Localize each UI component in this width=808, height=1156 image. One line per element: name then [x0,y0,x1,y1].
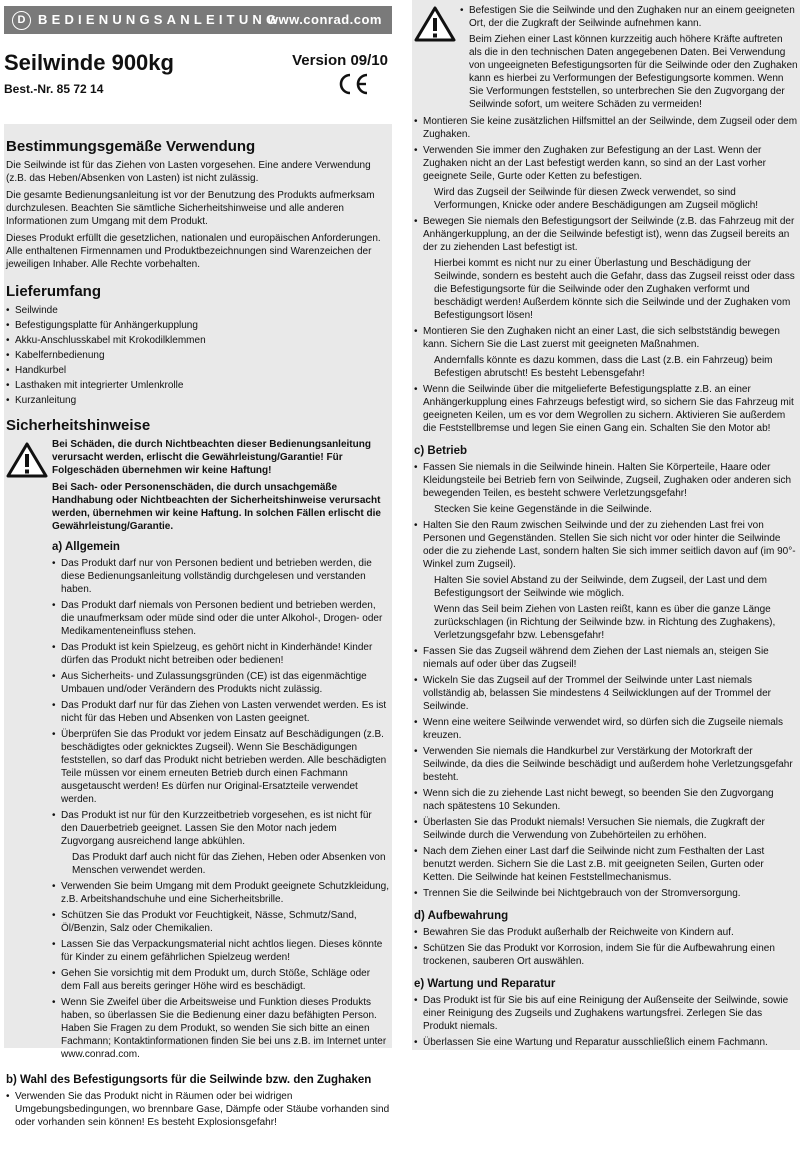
verwendung-paragraph: Die Seilwinde ist für das Ziehen von Lasten vorgesehen. Eine andere Verwendung (z.B. das Heben/Absenken von Lasten) ist nicht zulässig. [6,160,371,184]
list-item: • Das Produkt ist kein Spielzeug, es gehört nicht in Kinderhände! Kinder dürfen das Produkt nicht betreiben oder bedienen! [52,641,390,667]
list-item: Stecken Sie keine Gegenstände in die Seilwinde. [434,504,652,515]
aufbewahrung-list [414,926,798,968]
list-item: Wird das Zugseil der Seilwinde für diesen Zweck verwendet, so sind Verformungen, Knicke oder andere Beschädigungen am Zugseil möglich! [434,187,759,211]
warning-triangle-icon [6,442,48,478]
befestigung-list-left [6,1090,390,1129]
list-item: • Verwenden Sie immer den Zughaken zur Befestigung an der Last. Wenn der Zughaken nicht an der Last befestigt werden kann, so sind an der Last vorher geeignete Seile, Gurte oder Ketten zu befestigen. [414,144,798,183]
list-item: Das Produkt darf auch nicht für das Ziehen, Heben oder Absenken von Menschen verwendet werden. [72,852,386,876]
sicherheit-heading: Sicherheitshinweise [6,417,151,434]
list-item: • Lasthaken mit integrierter Umlenkrolle [6,379,390,392]
warning-text: Bei Sach- oder Personenschäden, die durch unsachgemäße Handhabung oder Nichtbeachten der Sicherheitshinweise verursacht werden, übernehmen wir keine Haftung. In solchen Fällen erlischt die Gewährleistung/Garantie. [52,482,381,532]
list-item: Andernfalls könnte es dazu kommen, dass die Last (z.B. ein Fahrzeug) beim Befestigen abrutscht! Es besteht Lebensgefahr! [434,355,773,379]
list-item: • Das Produkt darf niemals von Personen bedient und betrieben werden, die unaufmerksam oder müde sind oder die unter Alkohol-, Drogen- oder Medikamenteneinfluss stehen. [52,599,390,638]
safety-warning-block [6,438,390,1064]
allgemein-list [52,557,390,1061]
list-item: • Überlassen Sie eine Wartung und Reparatur ausschließlich einem Fachmann. [414,1036,798,1049]
warning-triangle-icon [414,6,456,42]
list-item: • Halten Sie den Raum zwischen Seilwinde und der zu ziehenden Last frei von Personen und Gegenständen. Stellen Sie sich nicht vor oder hinter die Seilwinde oder die zu ziehende Last, sondern halten Sie sich immer seitlich davon auf (im 90°-Winkel zum Zugseil). [414,519,798,571]
verwendung-paragraph: Die gesamte Bedienungsanleitung ist vor der Benutzung des Produkts aufmerksam durchzulesen. Beachten Sie sämtliche Sicherheitshinweise und alle anderen Informationen zum Umgang mit dem Produkt. [6,190,375,227]
list-item: • Nach dem Ziehen einer Last darf die Seilwinde nicht zum Festhalten der Last benutzt werden. Sichern Sie die Last z.B. mit geeigneten Seilen, Gurten oder Ketten. Die Seilwinde hat keinen Feststellmechanismus. [414,845,798,884]
aufbewahrung-heading: d) Aufbewahrung [414,910,509,922]
lieferumfang-heading: Lieferumfang [6,283,102,300]
befestigung-list-right [414,115,798,435]
list-item: • Trennen Sie die Seilwinde bei Nichtgebrauch von der Stromversorgung. [414,887,798,900]
list-item: • Verwenden Sie beim Umgang mit dem Produkt geeignete Schutzkleidung, z.B. Arbeitshandschuhe und eine Sicherheitsbrille. [52,880,390,906]
betrieb-heading: c) Betrieb [414,445,468,457]
list-item: • Verwenden Sie niemals die Handkurbel zur Verstärkung der Motorkraft der Seilwinde, da dies die Seilwinde beschädigt und außerdem hohe Verletzungsgefahr besteht. [414,745,798,784]
list-item: • Bewahren Sie das Produkt außerhalb der Reichweite von Kindern auf. [414,926,798,939]
warning-text: Bei Schäden, die durch Nichtbeachten dieser Bedienungsanleitung verursacht werden, erlischt die Gewährleistung/Garantie! Für Folgeschäden übernehmen wir keine Haftung! [52,439,371,476]
list-item: • Das Produkt ist für Sie bis auf eine Reinigung der Außenseite der Seilwinde, sowie einer Reinigung des Zugseils und Zughakens wartungsfrei. Zerlegen Sie das Produkt niemals. [414,994,798,1033]
list-item: • Fassen Sie das Zugseil während dem Ziehen der Last niemals an, steigen Sie niemals auf oder über das Zugseil! [414,645,798,671]
list-item: • Überlasten Sie das Produkt niemals! Versuchen Sie niemals, die Zugkraft der Seilwinde durch die Verwendung von Zubehörteilen zu erhöhen. [414,816,798,842]
language-badge: D [12,11,31,30]
lieferumfang-list [6,304,390,407]
list-item: • Befestigen Sie die Seilwinde und den Zughaken nur an einem geeigneten Ort, der die Zugkraft der Seilwinde aufnehmen kann. [460,4,798,30]
list-item: • Schützen Sie das Produkt vor Feuchtigkeit, Nässe, Schmutz/Sand, Öl/Benzin, Salz oder Chemikalien. [52,909,390,935]
list-item: • Befestigungsplatte für Anhängerkupplung [6,319,390,332]
befestigung-paragraph: Beim Ziehen einer Last können kurzzeitig auch höhere Kräfte auftreten als die in den technischen Daten angegebenen Daten. Bei Verwendung von ungeeigneten Befestigungsorten für die Seilwinde oder den Zughaken kann es hierbei zu Verformungen der Befestigungsorte kommen. Wenn Sie Verformungen feststellen, so unterbrechen Sie den Zugvorgang der Seilwinde sofort, um weitere Schäden zu vermeiden! [469,34,798,110]
list-item: • Wenn die Seilwinde über die mitgelieferte Befestigungsplatte z.B. an einer Anhängerkupplung eines Fahrzeugs befestigt wird, so sichern Sie das Fahrzeug mit geeigneten Keilen, um es vor dem Wegrollen zu sichern. Aktivieren Sie außerdem die Feststellbremse und legen Sie einen Gang ein. Schalten Sie den Motor ab! [414,383,798,435]
verwendung-heading: Bestimmungsgemäße Verwendung [6,138,256,155]
list-item: • Aus Sicherheits- und Zulassungsgründen (CE) ist das eigenmächtige Umbauen und/oder Verändern des Produkts nicht zulässig. [52,670,390,696]
left-column [4,6,392,1128]
right-column [412,0,800,1050]
ce-mark-icon [336,72,370,96]
verwendung-paragraph: Dieses Produkt erfüllt die gesetzlichen, nationalen und europäischen Anforderungen. Alle enthaltenen Firmennamen und Produktbezeichnungen sind Warenzeichen der jeweiligen Inhaber. Alle Rechte vorbehalten. [6,233,381,270]
wartung-list [414,994,798,1049]
wartung-heading: e) Wartung und Reparatur [414,978,556,990]
document-type: BEDIENUNGSANLEITUNG [38,12,281,27]
header-bar [4,6,392,34]
list-item: • Fassen Sie niemals in die Seilwinde hinein. Halten Sie Körperteile, Haare oder Kleidungsteile bei Betrieb fern von Seilwinde, Zugseil, Zughaken oder anderen sich bewegenden Teilen, es besteht schwere Verletzungsgefahr! [414,461,798,500]
list-item: • Wenn sich die zu ziehende Last nicht bewegt, so beenden Sie den Zugvorgang nach spätestens 10 Sekunden. [414,787,798,813]
header-url: www.conrad.com [267,12,382,27]
left-content-panel [4,124,392,1128]
list-item: • Schützen Sie das Produkt vor Korrosion, indem Sie für die Aufbewahrung einen trockenen, sauberen Ort auswählen. [414,942,798,968]
list-item: • Verwenden Sie das Produkt nicht in Räumen oder bei widrigen Umgebungsbedingungen, wo brennbare Gase, Dämpfe oder Stäube vorhanden sind oder vorhanden sein können! Es besteht Explosionsgefahr! [6,1090,390,1129]
list-item: • Bewegen Sie niemals den Befestigungsort der Seilwinde (z.B. das Fahrzeug mit der Anhängerkupplung, an der die Seilwinde befestigt ist), wenn das Zugseil bereits an der zu ziehenden Last befestigt ist. [414,215,798,254]
product-title: Seilwinde 900kg [4,50,174,75]
list-item: • Überprüfen Sie das Produkt vor jedem Einsatz auf Beschädigungen (z.B. beschädigtes oder geknicktes Zugseil). Wenn Sie Beschädigungen feststellen, so darf das Produkt nicht betrieben werden. Alle beschädigten Teile müssen vor einem erneuten Betrieb durch einen Fachmann ausgetauscht werden! Es dürfen nur Original-Ersatzteile verwendet werden. [52,728,390,806]
list-item: • Akku-Anschlusskabel mit Krokodilklemmen [6,334,390,347]
befestigung-warning-block [414,4,798,115]
list-item: Halten Sie soviel Abstand zu der Seilwinde, dem Zugseil, der Last und dem Befestigungsort der Seilwinde wie möglich. [434,575,767,599]
list-item: • Montieren Sie den Zughaken nicht an einer Last, die sich selbstständig bewegen kann. Sichern Sie die Last zuerst mit geeigneten Maßnahmen. [414,325,798,351]
list-item: • Wickeln Sie das Zugseil auf der Trommel der Seilwinde unter Last niemals vollständig ab, belassen Sie mindestens 4 Seilwicklungen auf der Trommel der Seilwinde. [414,674,798,713]
list-item: • Kurzanleitung [6,394,390,407]
list-item: Wenn das Seil beim Ziehen von Lasten reißt, kann es über die ganze Länge zurückschlagen (in Richtung der Seilwinde bzw. in Richtung des Zughakens), Verletzungsgefahr bzw. Lebensgefahr! [434,604,776,641]
list-item: • Lassen Sie das Verpackungsmaterial nicht achtlos liegen. Dieses könnte für Kinder zu einem gefährlichen Spielzeug werden! [52,938,390,964]
list-item: Hierbei kommt es nicht nur zu einer Überlastung und Beschädigung der Seilwinde, sondern es besteht auch die Gefahr, dass das Zugseil reisst oder dass die Befestigungsorte für die Seilwinde oder den Zughaken verformt und beschädigt werden! Außerdem könnte sich die Seilwinde und der Zughaken vom Befestigungsort lösen! [434,258,795,321]
list-item: • Handkurbel [6,364,390,377]
list-item: • Das Produkt darf nur für das Ziehen von Lasten verwendet werden. Es ist nicht für das Heben und Absenken von Lasten geeignet. [52,699,390,725]
betrieb-list [414,461,798,900]
befestigung-heading: b) Wahl des Befestigungsorts für die Seilwinde bzw. den Zughaken [6,1074,372,1086]
list-item: • Seilwinde [6,304,390,317]
version-label: Version 09/10 [292,52,388,69]
list-item: • Kabelfernbedienung [6,349,390,362]
order-number: Best.-Nr. 85 72 14 [4,82,104,96]
list-item: • Wenn eine weitere Seilwinde verwendet wird, so dürfen sich die Zugseile niemals kreuzen. [414,716,798,742]
list-item: • Gehen Sie vorsichtig mit dem Produkt um, durch Stöße, Schläge oder dem Fall aus bereits geringer Höhe wird es beschädigt. [52,967,390,993]
list-item: • Wenn Sie Zweifel über die Arbeitsweise und Funktion dieses Produkts haben, so überlassen Sie die Bedienung einer dazu befähigten Person. Haben Sie Fragen zu dem Produkt, so wenden Sie sich bitte an einen Fachmann; Kontaktinformationen finden Sie bei uns z.B. im Internet unter www.conrad.com. [52,996,390,1061]
allgemein-heading: a) Allgemein [52,541,120,553]
list-item: • Das Produkt darf nur von Personen bedient und betrieben werden, die diese Bedienungsanleitung vollständig durchgelesen und verstanden haben. [52,557,390,596]
list-item: • Das Produkt ist nur für den Kurzzeitbetrieb vorgesehen, es ist nicht für den Dauerbetrieb geeignet. Lassen Sie den Motor nach jedem Zugvorgang ausreichend lange abkühlen. [52,809,390,848]
list-item: • Montieren Sie keine zusätzlichen Hilfsmittel an der Seilwinde, dem Zugseil oder dem Zughaken. [414,115,798,141]
